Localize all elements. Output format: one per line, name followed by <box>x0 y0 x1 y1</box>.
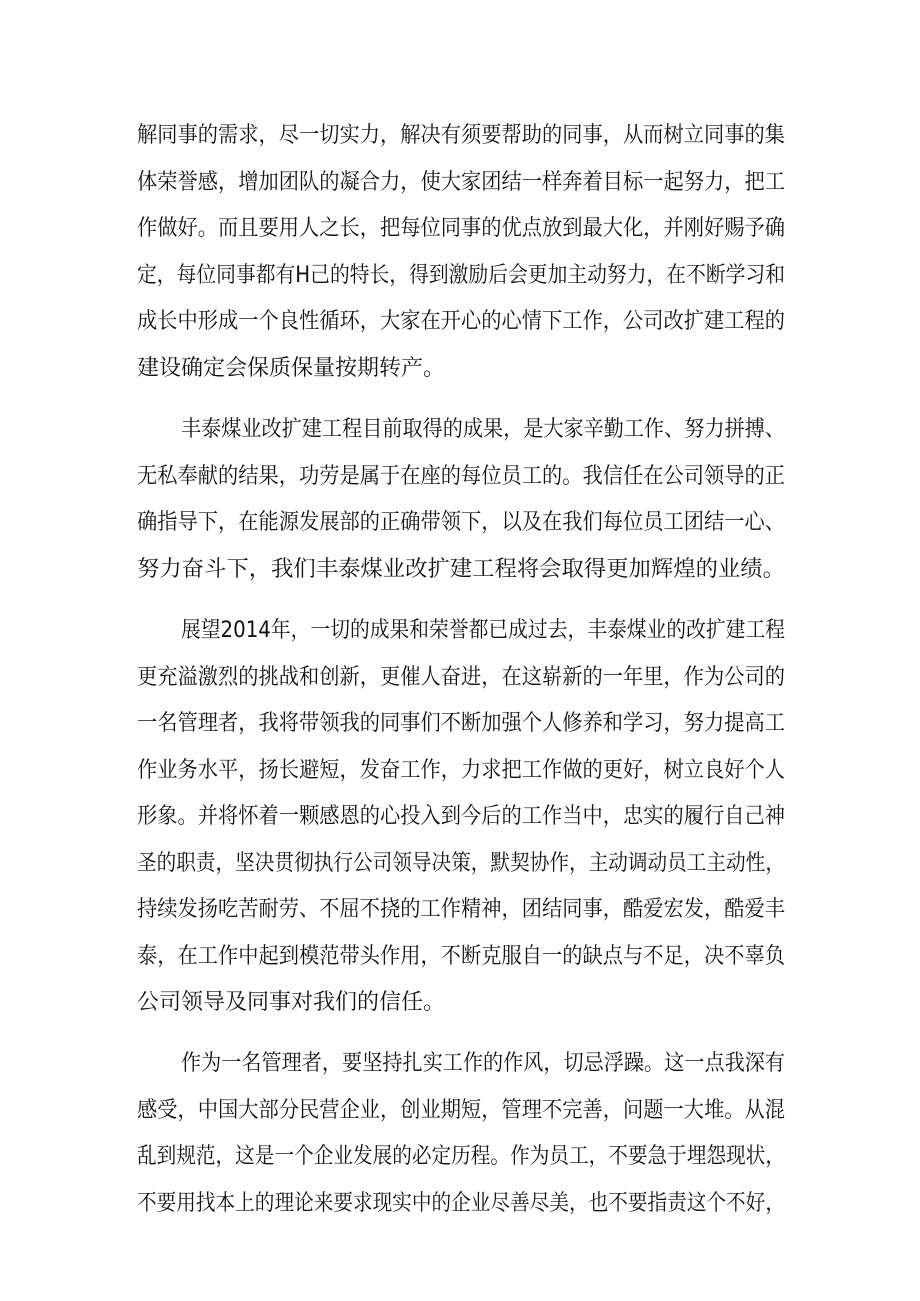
text-line <box>0 349 920 389</box>
text-line <box>0 1091 920 1131</box>
text-line <box>0 550 920 590</box>
line-text: 建设确定会保质保量按期转产。 <box>137 356 446 381</box>
line-text: 一名管理者，我将带领我的同事们不断加强个人修养和学习，努力提高工 <box>137 711 785 736</box>
text-line <box>0 983 920 1023</box>
text-line <box>0 209 920 249</box>
text-line <box>0 302 920 342</box>
line-text: 定，每位同事都有H己的特长，得到激励后会更加主动努力，在不断学习和 <box>137 263 785 288</box>
text-line <box>0 163 920 203</box>
line-text: 展望2014年，一切的成果和荣誉都已成过去，丰泰煤业的改扩建工程 <box>181 618 785 643</box>
line-text: 努力奋斗下，我们丰泰煤业改扩建工程将会取得更加辉煌的业绩。 <box>137 557 785 582</box>
line-text: 持续发扬吃苦耐劳、不屈不挠的工作精神，团结同事，酷爱宏发，酷爱丰 <box>137 897 785 922</box>
line-text: 形象。并将怀着一颗感恩的心投入到今后的工作当中，忠实的履行自己神 <box>137 804 785 829</box>
text-line <box>0 611 920 651</box>
line-text: 不要用找本上的理论来要求现实中的企业尽善尽美，也不要指责这个不好， <box>137 1191 785 1216</box>
line-text: 丰泰煤业改扩建工程目前取得的成果，是大家辛勤工作、努力拼搏、 <box>181 417 785 442</box>
line-text: 圣的职责，坚决贯彻执行公司领导决策，默契协作，主动调动员工主动性， <box>137 851 785 876</box>
text-line <box>0 457 920 497</box>
text-line <box>0 844 920 884</box>
line-text: 作做好。而且要用人之长，把每位同事的优点放到最大化，并刚好赐予确 <box>137 216 785 241</box>
text-line <box>0 1044 920 1084</box>
text-line <box>0 751 920 791</box>
line-text: 体荣誉感，增加团队的凝合力，使大家团结一样奔着目标一起努力，把工 <box>137 170 785 195</box>
line-text: 乱到规范，这是一个企业发展的必定历程。作为员工，不要急于埋怨现状， <box>137 1144 785 1169</box>
line-text: 成长中形成一个良性循环，大家在开心的心情下工作，公司改扩建工程的 <box>137 309 785 334</box>
text-line <box>0 116 920 156</box>
line-text: 无私奉献的结果，功劳是属于在座的每位员工的。我信任在公司领导的正 <box>137 464 785 489</box>
line-text: 确指导下，在能源发展部的正确带领下，以及在我们每位员工团结一心、 <box>137 510 785 535</box>
text-line <box>0 410 920 450</box>
line-text: 泰，在工作中起到模范带头作用，不断克服自一的缺点与不足，决不辜负 <box>137 944 785 969</box>
line-text: 更充溢激烈的挑战和创新，更催人奋进，在这崭新的一年里，作为公司的 <box>137 665 785 690</box>
text-line <box>0 937 920 977</box>
line-text: 解同事的需求，尽一切实力，解决有须要帮助的同事，从而树立同事的集 <box>137 123 785 148</box>
line-text: 作为一名管理者，要坚持扎实工作的作风，切忌浮躁。这一点我深有 <box>181 1051 785 1076</box>
text-line <box>0 658 920 698</box>
text-line <box>0 1137 920 1177</box>
text-line <box>0 704 920 744</box>
text-line <box>0 1184 920 1224</box>
text-line <box>0 503 920 543</box>
text-line <box>0 890 920 930</box>
line-text: 公司领导及同事对我们的信任。 <box>137 990 446 1015</box>
text-line <box>0 797 920 837</box>
line-text: 作业务水平，扬长避短，发奋工作，力求把工作做的更好，树立良好个人 <box>137 758 785 783</box>
line-text: 感受，中国大部分民营企业，创业期短，管理不完善，问题一大堆。从混 <box>137 1098 785 1123</box>
text-line <box>0 256 920 296</box>
